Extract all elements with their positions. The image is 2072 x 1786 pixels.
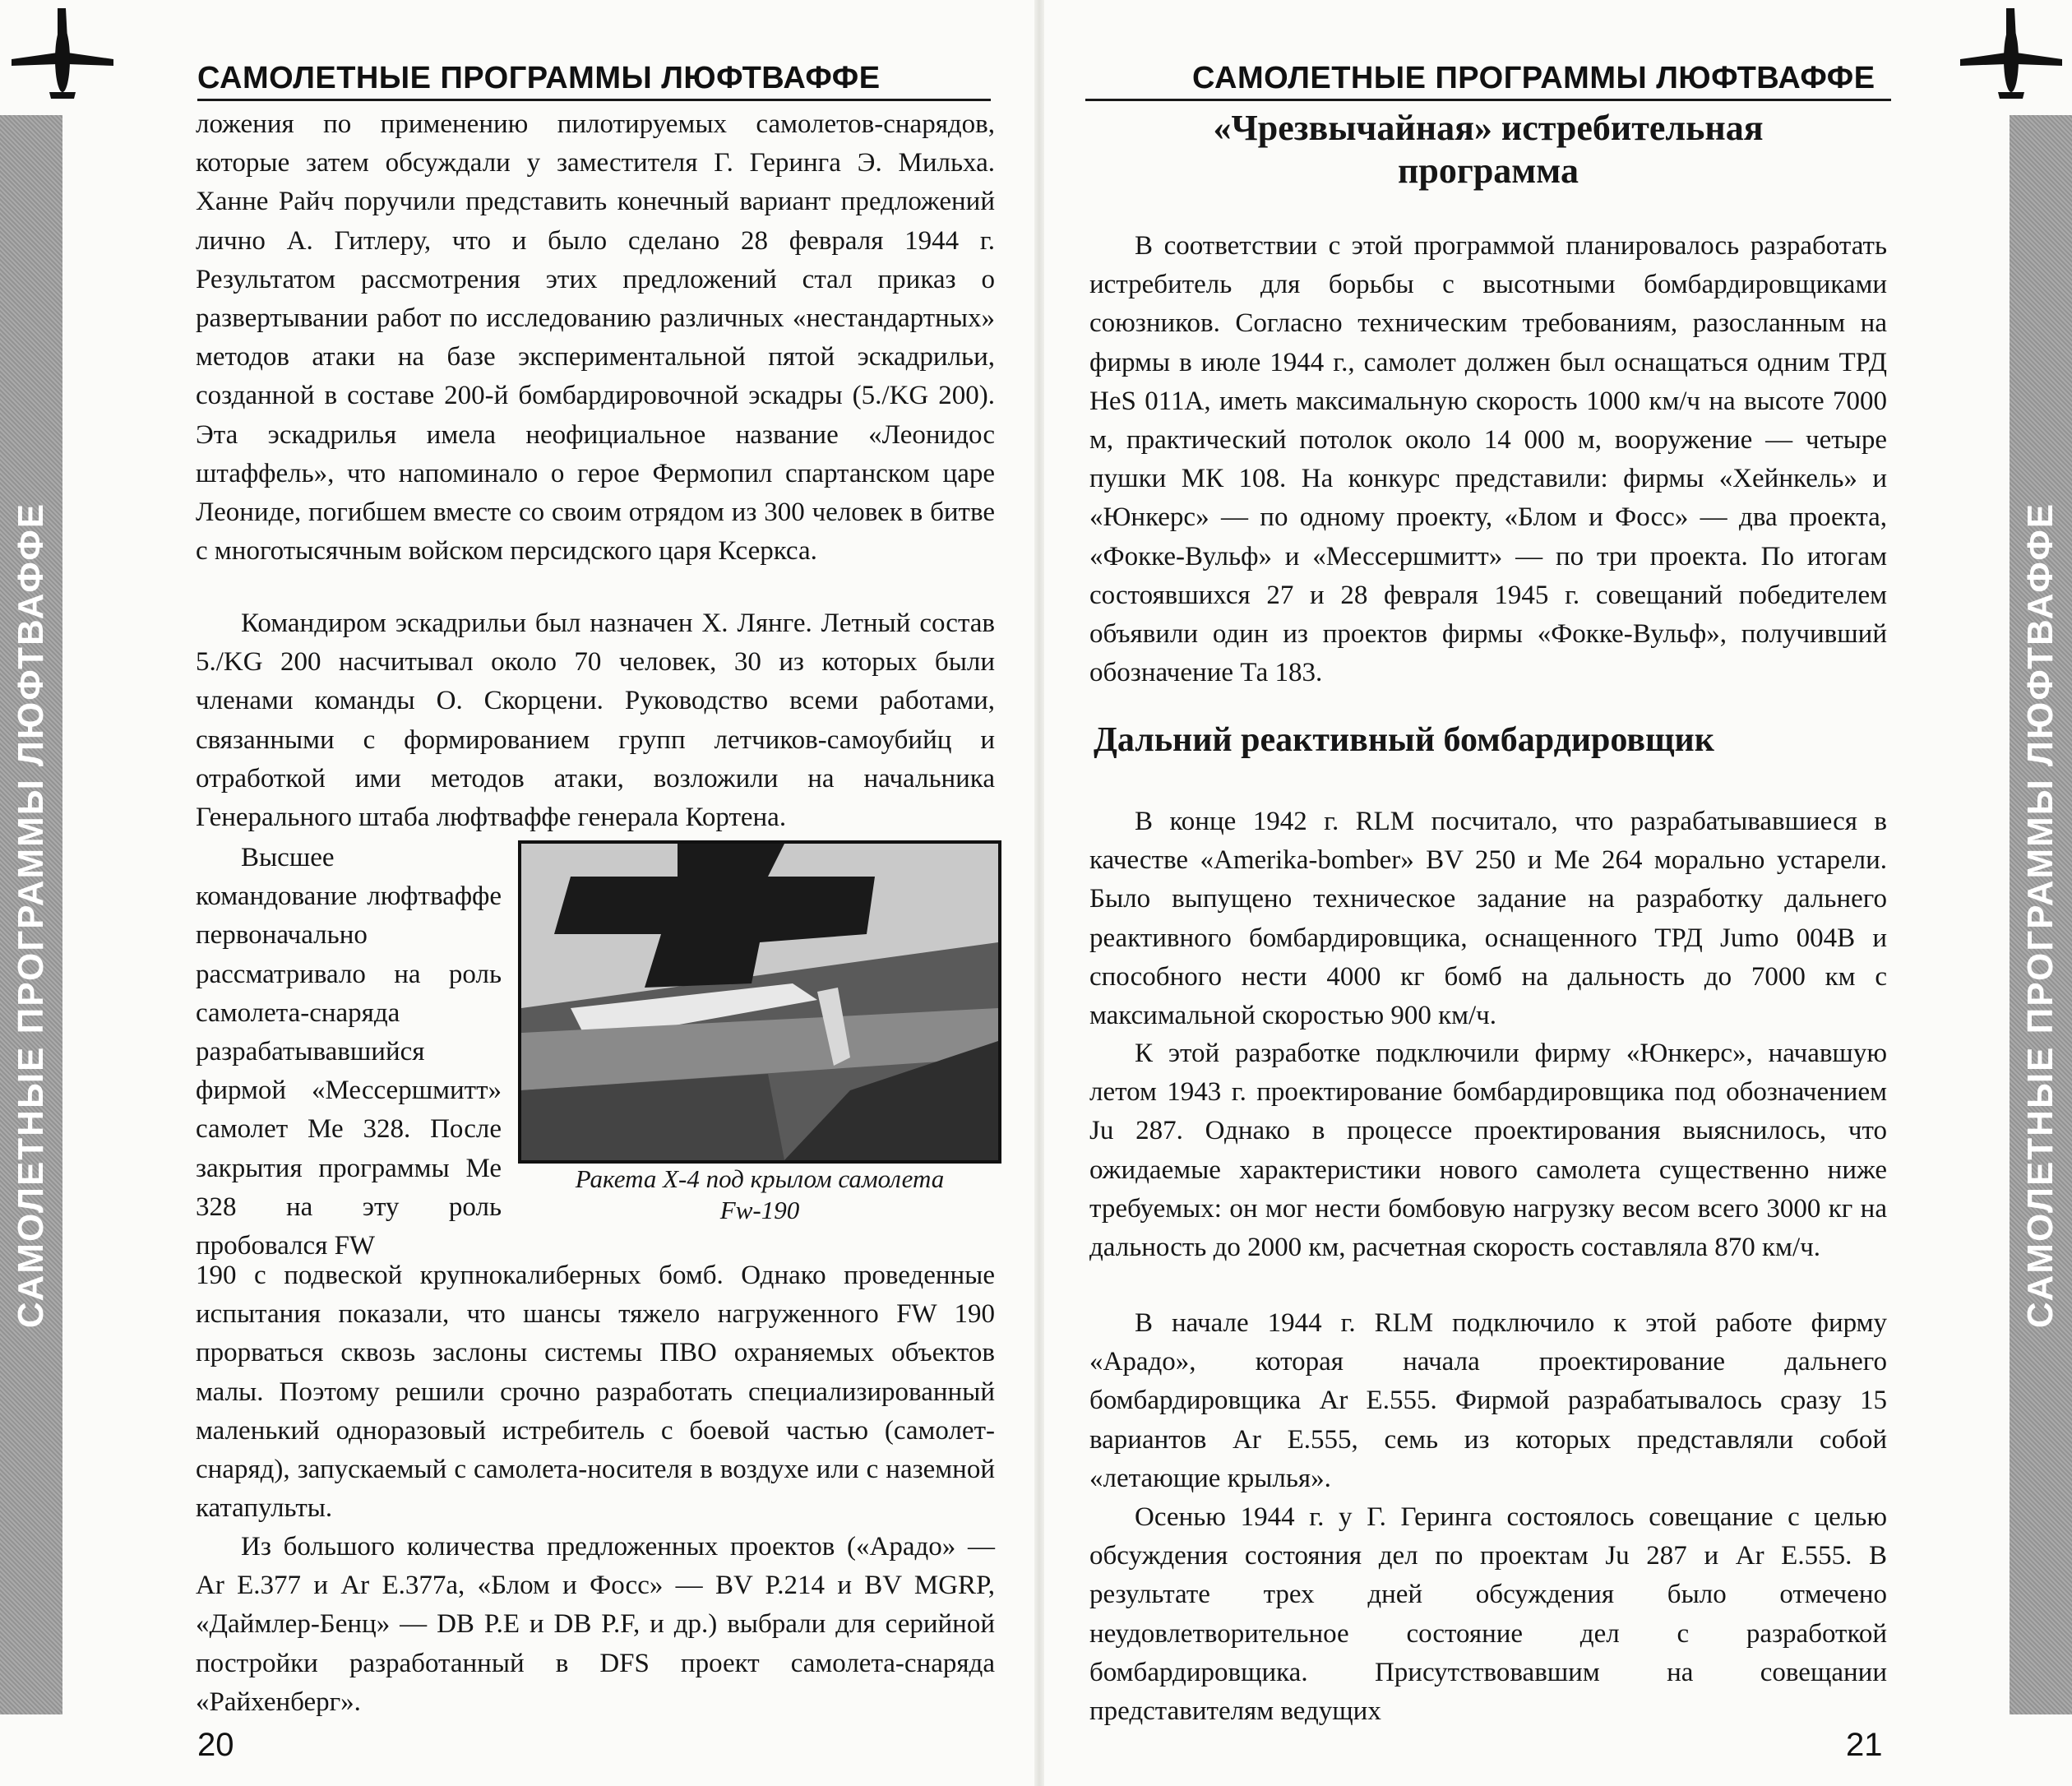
airplane-icon [1957,7,2064,105]
right-paragraph-2: В конце 1942 г. RLM посчитало, что разрабатывавшиеся в качестве «Amerika-bomber» BV 250 и Ме 264 морально устарели. Было выпущено техническое задание на разработку дальнего реактивного бомбардировщика, оснащенного ТРД Jumo 004B и способного нести 4000 кг бомб на дальность до 7000 км с максимальной скоростью 900 км/ч. [1089,807,1887,1031]
right-page-number: 21 [1846,1727,1883,1763]
photo-caption-line-1: Ракета Х-4 под крылом самолета [575,1164,945,1193]
book-gutter [1034,0,1044,1786]
left-side-label: САМОЛЕТНЫЕ ПРОГРАММЫ ЛЮФТВАФФЕ [11,502,51,1328]
left-side-band [0,115,62,1714]
left-paragraph-2: Командиром эскадрильи был назначен Х. Лянге. Летный состав 5./KG 200 насчитывал около 70 человек, 30 из которых были членами команды О. Скорцени. Руководство всеми работами, связанными с формированием групп летчиков-самоубийц и отработкой ими методов атаки, возложили на начальника Генерального штаба люфтваффе генерала Кортена. [196,608,995,833]
right-paragraph-5: Осенью 1944 г. у Г. Геринга состоялось совещание с целью обсуждения состояния дел по проектам Ju 287 и Ar E.555. В результате трех дней обсуждения было отмечено неудовлетворительное состояние дел с разработкой бомбардировщика. Присутствовавшим на совещании представителям ведущих [1089,1502,1887,1727]
left-paragraph-3-wrap: Высшее командование люфтваффе первоначально рассматривало на роль самолета-снаряда разрабатывавшийся фирмой «Мессершмитт» самолет Ме 328. После закрытия программы Ме 328 на эту роль пробовался FW [196,843,502,1261]
x4-rocket-photo [518,840,1001,1164]
photo-caption [518,1164,1001,1226]
left-header-rule [197,99,991,101]
section-title-long-range-bomber: Дальний реактивный бомбардировщик [1094,721,1714,759]
left-paragraph-5: Из большого количества предложенных проектов («Арадо» — Ar E.377 и Ar E.377a, «Блом и Фосс» — BV P.214 и BV MGRP, «Даймлер-Бенц» — DB P.E и DB P.F, и др.) выбрали для серийной постройки разработанный в DFS проект самолета-снаряда «Райхенберг». [196,1532,995,1717]
section-title-line-1: «Чрезвычайная» истребительная [1213,108,1764,148]
left-paragraph-4: 190 с подвеской крупнокалиберных бомб. Однако проведенные испытания показали, что шансы тяжело нагруженного FW 190 прорваться сквозь заслоны системы ПВО охраняемых объектов малы. Поэтому решили срочно разработать специализированный маленький одноразовый истребитель с боевой частью (самолет-снаряд), запускаемый с самолета-носителя в воздухе или с наземной катапульты. [196,1261,995,1524]
right-paragraph-1: В соответствии с этой программой планировалось разработать истребитель для борьбы с высотными бомбардировщиками союзников. Согласно техническим требованиям, разосланным на фирмы в июле 1944 г., самолет должен был оснащаться одним ТРД HeS 011A, иметь максимальную скорость 1000 км/ч на высоте 7000 м, практический потолок около 14 000 м, вооружение — четыре пушки МК 108. На конкурс представили: фирмы «Хейнкель» и «Юнкерс» — по одному проекту, «Блом и Фосс» — два проекта, «Фокке-Вульф» и «Мессершмитт» — по три проекта. По итогам состоявшихся 27 и 28 февраля 1945 г. совещаний победителем объявили один из проектов фирмы «Фокке-Вульф», получивший обозначение Та 183. [1089,231,1887,688]
section-title-emergency-fighter [1085,107,1891,192]
right-side-band [2010,115,2072,1714]
section-title-line-2: программа [1398,150,1579,191]
airplane-icon [8,7,115,105]
right-running-head: САМОЛЕТНЫЕ ПРОГРАММЫ ЛЮФТВАФФЕ [1192,61,1875,95]
right-side-label: САМОЛЕТНЫЕ ПРОГРАММЫ ЛЮФТВАФФЕ [2020,502,2060,1328]
left-paragraph-1: ложения по применению пилотируемых самолетов-снарядов, которые затем обсуждали у заместителя Г. Геринга Э. Мильха. Ханне Райч поручили представить конечный вариант предложений лично А. Гитлеру, что и было сделано 28 февраля 1944 г. Результатом рассмотрения этих предложений стал приказ о развертывании работ по исследованию различных «нестандартных» методов атаки на базе экспериментальной пятой эскадрильи, созданной в составе 200-й бомбардировочной эскадры (5./KG 200). Эта эскадрилья имела неофициальное название «Леонидос штаффель», что напоминало о герое Фермопил спартанском царе Леониде, погибшем вместе со своим отрядом из 300 человек в битве с многотысячным войском персидского царя Ксеркса. [196,109,995,567]
left-page-number: 20 [197,1727,234,1763]
left-running-head: САМОЛЕТНЫЕ ПРОГРАММЫ ЛЮФТВАФФЕ [197,61,881,95]
right-header-rule [1085,99,1891,101]
right-paragraph-3: К этой разработке подключили фирму «Юнкерс», начавшую летом 1943 г. проектирование бомбардировщика под обозначением Ju 287. Однако в процессе проектирования выяснилось, что ожидаемые характеристики нового самолета существенно ниже требуемых: он мог нести бомбовую нагрузку весом всего 3000 кг на дальность до 2000 км, расчетная скорость составляла 870 км/ч. [1089,1039,1887,1263]
photo-caption-line-2: Fw-190 [719,1196,800,1224]
right-paragraph-4: В начале 1944 г. RLM подключило к этой работе фирму «Арадо», которая начала проектирование дальнего бомбардировщика Ar E.555. Фирмой разрабатывалось сразу 15 вариантов Ar E.555, семь из которых представляли собой «летающие крылья». [1089,1308,1887,1493]
